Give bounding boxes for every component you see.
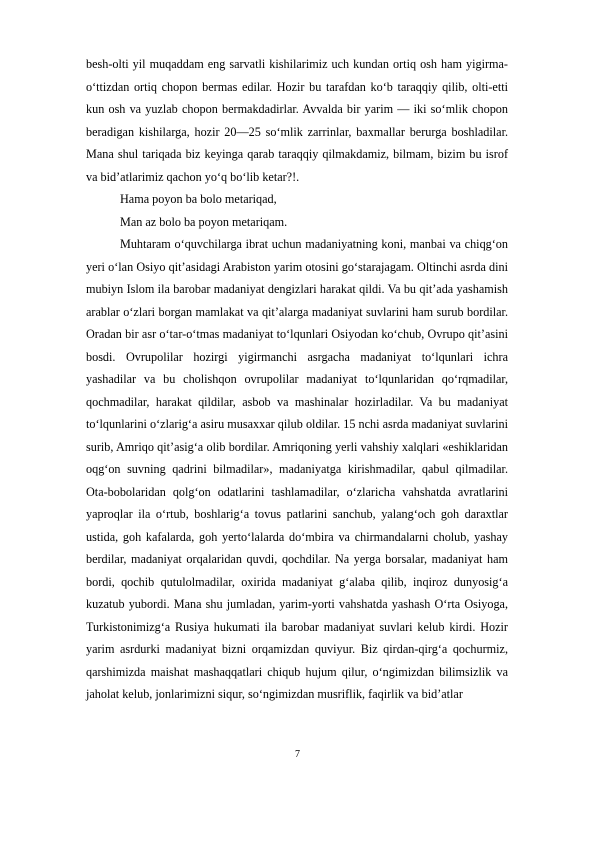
page-number: 7 (295, 749, 300, 760)
paragraph-opening: besh-olti yil muqaddam eng sarvatli kishilarimiz uch kundan ortiq osh ham yigirma-o‘ttizdan ortiq chopon bermas edilar. Hozir bu tarafdan ko‘b taraqqiy qilib, olti-etti kun osh va yuzlab chopon bermakdadirlar. Avvalda bir yarim — iki so‘mlik chopon beradigan kishilarga, hozir 20—25 so‘mlik zarrinlar, baxmallar berurga boshladilar. Mana shul tariqada biz keyinga qarab taraqqiy qilmakdamiz, bilmam, bizim bu isrof va bid’atlarimiz qachon yo‘q bo‘lib ketar?!. (86, 57, 508, 184)
paragraph-main: Muhtaram o‘quvchilarga ibrat uchun madaniyatning koni, manbai va chiqg‘on yeri o‘lan Osiyo qit’asidagi Arabiston yarim otosini go‘starajagam. Oltinchi asrda dini mubiyn Islom ila barobar madaniyat dengizlari harakat qildi. Va bu qit’ada yashamish arablar o‘zlari borgan mamlakat va qit’alarga madaniyat suvlarini ham surub bordilar. Oradan bir asr o‘tar-o‘tmas madaniyat to‘lqunlari Osiyodan ko‘chub, Ovrupo qit’asini bosdi. Ovrupolilar hozirgi yigirmanchi asrgacha madaniyat to‘lqunlari ichra yashadilar va bu cholishqon ovrupolilar madaniyat to‘lqunlaridan qo‘rqmadilar, qochmadilar, harakat qildilar, asbob va mashinalar hozirladilar. Va bu madaniyat to‘lqunlarini o‘zlarig‘a asiru musaxxar qilub oldilar. 15 nchi asrda madaniyat suvlarini surib, Amriqo qit’asig‘a olib bordilar. Amriqoning yerli vahshiy xalqlari «eshiklaridan oqg‘on suvning qadrini bilmadilar», madaniyatga kirishmadilar, qabul qilmadilar. Ota-bobolaridan qolg‘on odatlarini tashlamadilar, o‘zlaricha vahshatda avratlarini yaproqlar ila o‘rtub, boshlarig‘a tovus patlarini sanchub, yalang‘och goh daraxtlar ustida, goh kafalarda, goh yerto‘lalarda do‘mbira va chirmandalarni cholub, yashay berdilar, madaniyat orqalaridan quvdi, qochdilar. Na yerga borsalar, madaniyat ham bordi, qochib qutulolmadilar, oxirida madaniyat g‘alaba qilib, inqiroz dunyosig‘a kuzatub yubordi. Mana shu jumladan, yarim-yorti vahshatda yashash O‘rta Osiyoga, Turkistonimizg‘a Rusiya hukumati ila barobar madaniyat suvlari kelub kirdi. Hozir yarim asrdurki madaniyat bizni orqamizdan quviyur. Biz qirdan-qirg‘a qochurmiz, qarshimizda maishat mashaqqatlari chiqub hujum qilur, o‘ngimizdan bilimsizlik va jaholat kelub, jonlarimizni siqur, so‘ngimizdan musriflik, faqirlik va bid’atlar (86, 237, 508, 701)
verse-line-2: Man az bolo ba poyon metariqam. (120, 214, 288, 229)
document-page (86, 53, 508, 706)
verse-line-1: Hama poyon ba bolo metariqad, (120, 192, 277, 206)
